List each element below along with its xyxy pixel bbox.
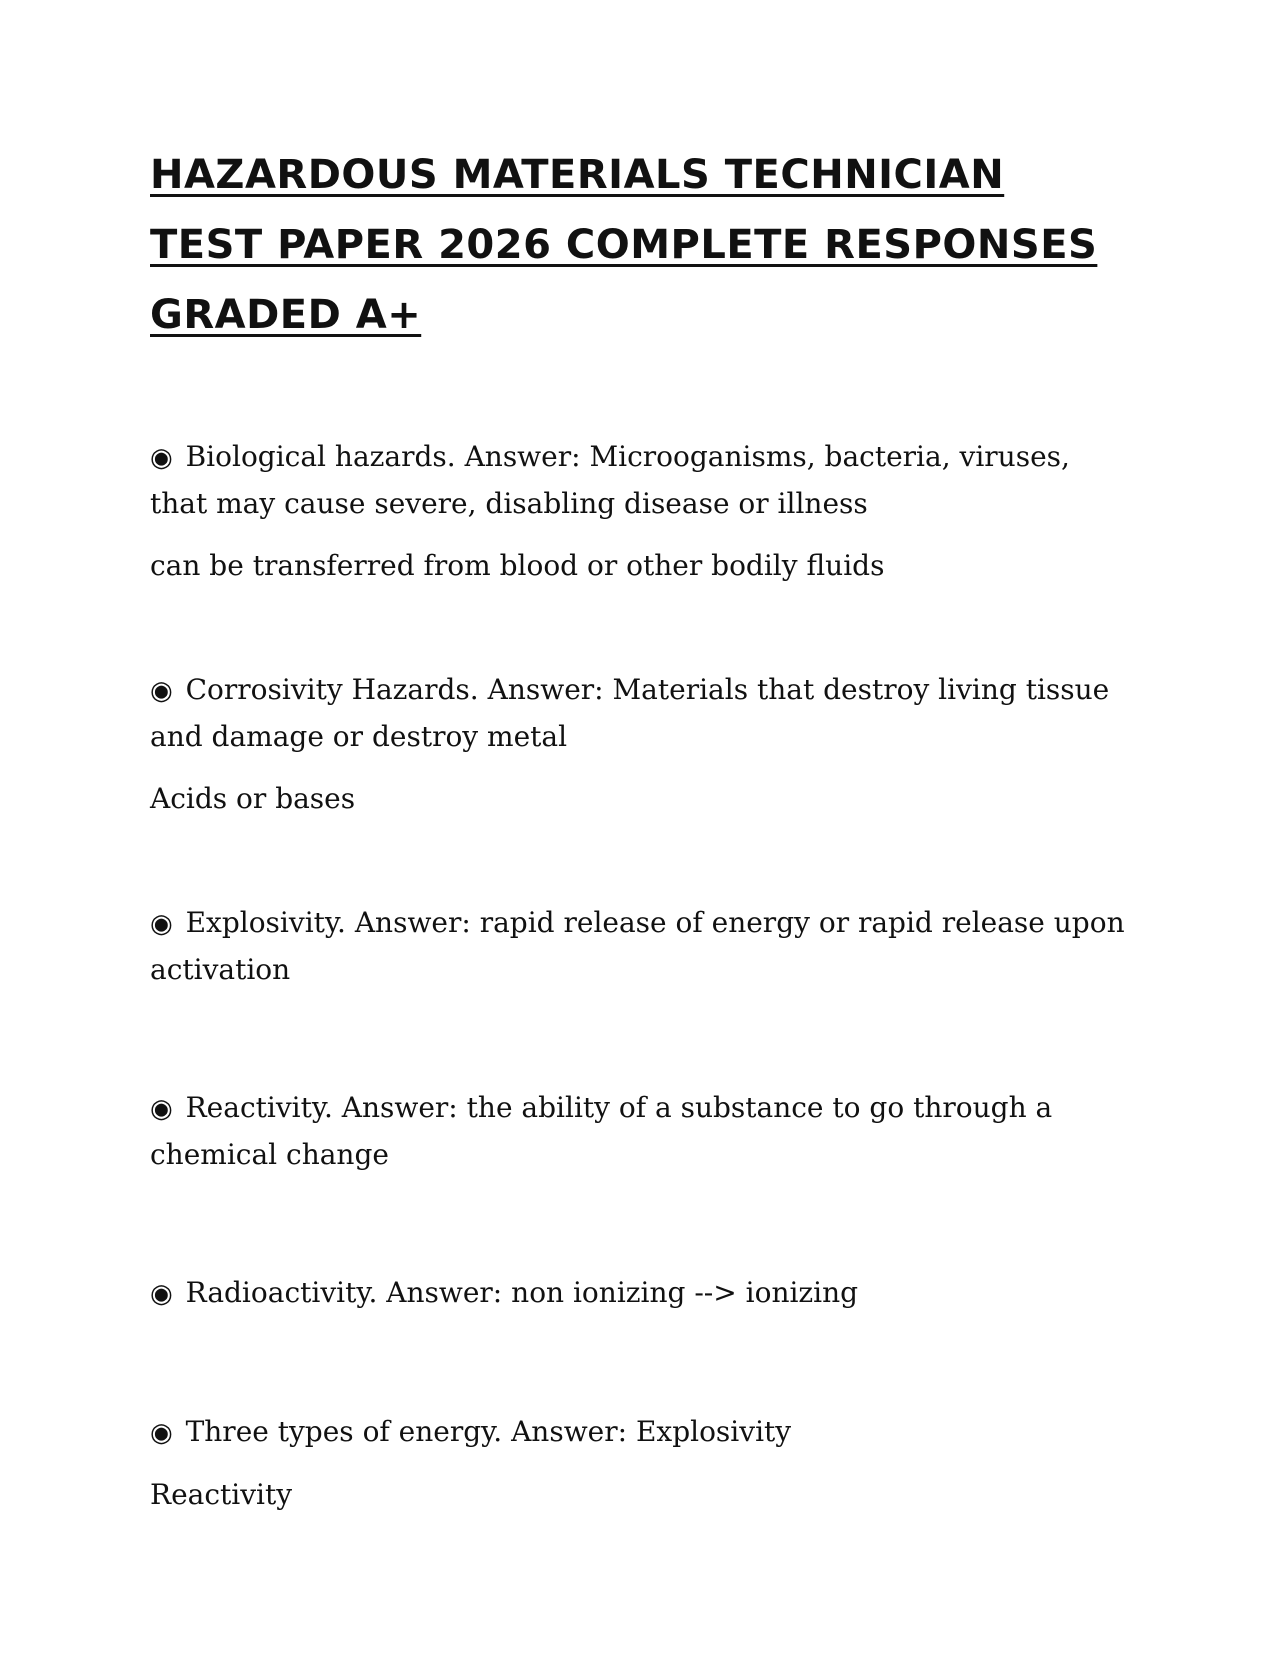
qa-answer: rapid release of energy or rapid release upon activation bbox=[150, 906, 1125, 986]
qa-answer: Explosivity bbox=[635, 1415, 792, 1448]
qa-answer: the ability of a substance to go through a chemical change bbox=[150, 1091, 1053, 1171]
qa-list bbox=[150, 434, 1130, 1518]
answer-label: Answer: bbox=[386, 1276, 503, 1309]
answer-label: Answer: bbox=[341, 1091, 458, 1124]
qa-extra: Acids or bases bbox=[150, 782, 356, 815]
qa-item-biological-hazards bbox=[150, 434, 1130, 589]
qa-answer: Materials that destroy living tissue and damage or destroy metal bbox=[150, 673, 1110, 753]
document-title: HAZARDOUS MATERIALS TECHNICIAN TEST PAPER 2026 COMPLETE RESPONSES GRADED A+ bbox=[150, 152, 1098, 338]
qa-extra: can be transferred from blood or other bodily fluids bbox=[150, 549, 885, 582]
qa-term: Three types of energy. bbox=[185, 1415, 503, 1448]
qa-question-line bbox=[150, 900, 1130, 993]
qa-question-line bbox=[150, 434, 1130, 527]
qa-item-reactivity bbox=[150, 1085, 1130, 1178]
bullet-icon: ◉ bbox=[150, 909, 173, 939]
qa-question-line bbox=[150, 667, 1130, 760]
bullet-icon: ◉ bbox=[150, 1094, 173, 1124]
answer-label: Answer: bbox=[464, 440, 581, 473]
bullet-icon: ◉ bbox=[150, 1279, 173, 1309]
qa-term: Radioactivity. bbox=[185, 1276, 378, 1309]
qa-term: Biological hazards. bbox=[185, 440, 456, 473]
answer-label: Answer: bbox=[487, 673, 604, 706]
qa-extra: Reactivity bbox=[150, 1478, 293, 1511]
qa-question-line bbox=[150, 1409, 1130, 1456]
qa-item-radioactivity bbox=[150, 1270, 1130, 1317]
qa-term: Reactivity. bbox=[185, 1091, 333, 1124]
qa-answer: Microoganisms, bacteria, viruses, that may cause severe, disabling disease or illness bbox=[150, 440, 1070, 520]
document-page bbox=[150, 140, 1130, 1596]
answer-label: Answer: bbox=[354, 906, 471, 939]
qa-item-corrosivity-hazards bbox=[150, 667, 1130, 822]
qa-item-explosivity bbox=[150, 900, 1130, 993]
bullet-icon: ◉ bbox=[150, 443, 173, 473]
qa-question-line bbox=[150, 1270, 1130, 1317]
qa-term: Corrosivity Hazards. bbox=[185, 673, 479, 706]
bullet-icon: ◉ bbox=[150, 1418, 173, 1448]
qa-question-line bbox=[150, 1085, 1130, 1178]
qa-item-three-types-of-energy bbox=[150, 1409, 1130, 1518]
bullet-icon: ◉ bbox=[150, 676, 173, 706]
qa-answer: non ionizing --> ionizing bbox=[511, 1276, 859, 1309]
qa-term: Explosivity. bbox=[185, 906, 346, 939]
answer-label: Answer: bbox=[511, 1415, 628, 1448]
